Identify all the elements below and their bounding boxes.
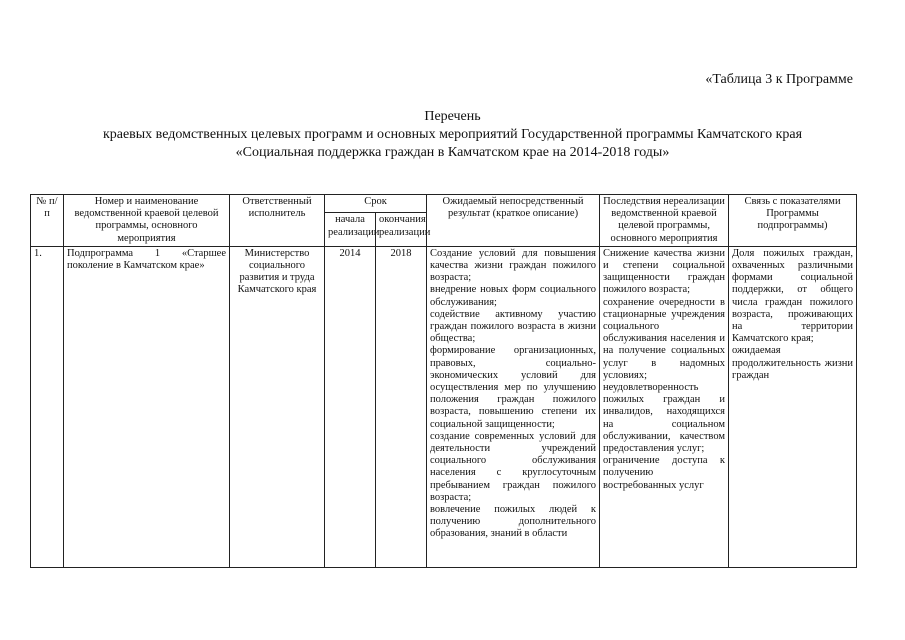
header-term-start: начала реализации — [325, 213, 376, 246]
consequence-item: Снижение качества жизни и степени социальной защищенности граждан пожилого возраста; — [603, 247, 726, 296]
row-result — [427, 246, 600, 567]
programs-table — [30, 194, 857, 568]
header-term: Срок — [325, 195, 427, 213]
header-term-end: окончания реализации — [376, 213, 427, 246]
link-item: ожидаемая продолжительность жизни граждан — [732, 345, 854, 381]
header-executor: Ответственный исполнитель — [230, 195, 325, 247]
result-item: содействие активному участию граждан пожилого возраста в жизни общества; — [430, 308, 597, 345]
header-num: № п/п — [31, 195, 64, 247]
document-title — [0, 108, 905, 162]
result-item: создание современных условий для деятельности учреждений социального обслуживания населения с круглосуточным пребыванием граждан пожилого возраста; — [430, 430, 597, 503]
header-link: Связь с показателями Программы подпрограммы) — [729, 195, 857, 247]
row-link — [729, 246, 857, 567]
row-start: 2014 — [325, 246, 376, 567]
title-line-2: краевых ведомственных целевых программ и основных мероприятий Государственной программы Камчатского края — [102, 127, 803, 142]
table-reference: «Таблица 3 к Программе — [705, 72, 853, 87]
consequence-item: ограничение доступа к получению востребованных услуг — [603, 455, 726, 491]
row-executor: Министерство социального развития и труда Камчатского края — [230, 246, 325, 567]
link-item: Доля пожилых граждан, охваченных различными формами социальной поддержки, от общего числа граждан пожилого возраста, проживающих на территории Камчатского края; — [732, 247, 854, 345]
header-result: Ожидаемый непосредственный результат (краткое описание) — [427, 195, 600, 247]
header-consequences: Последствия нереализации ведомственной краевой целевой программы, основного мероприятия — [600, 195, 729, 247]
row-consequences — [600, 246, 729, 567]
header-name: Номер и наименование ведомственной краевой целевой программы, основного мероприятия — [64, 195, 230, 247]
table-row — [31, 246, 857, 567]
result-item: внедрение новых форм социального обслуживания; — [430, 284, 597, 308]
row-end: 2018 — [376, 246, 427, 567]
title-line-1: Перечень — [424, 109, 481, 124]
result-item: Создание условий для повышения качества жизни граждан пожилого возраста; — [430, 247, 597, 284]
result-item: вовлечение пожилых людей к получению дополнительного образования, знаний в области — [430, 504, 597, 540]
consequence-item: неудовлетворенность пожилых граждан и инвалидов, находящихся на социальном обслуживании, качеством предоставления услуг; — [603, 382, 726, 455]
row-num: 1. — [31, 246, 64, 567]
result-item: формирование организационных, правовых, социально-экономических условий для осуществления мер по улучшению положения граждан пожилого возраста, повышению степени их социальной защищенности; — [430, 345, 597, 430]
row-name: Подпрограмма 1 «Старшее поколение в Камчатском крае» — [64, 246, 230, 567]
title-line-3: «Социальная поддержка граждан в Камчатском крае на 2014-2018 годы» — [235, 145, 670, 160]
consequence-item: сохранение очередности в стационарные учреждения социального обслуживания населения и на получение социальных услуг в надомных условиях; — [603, 296, 726, 381]
